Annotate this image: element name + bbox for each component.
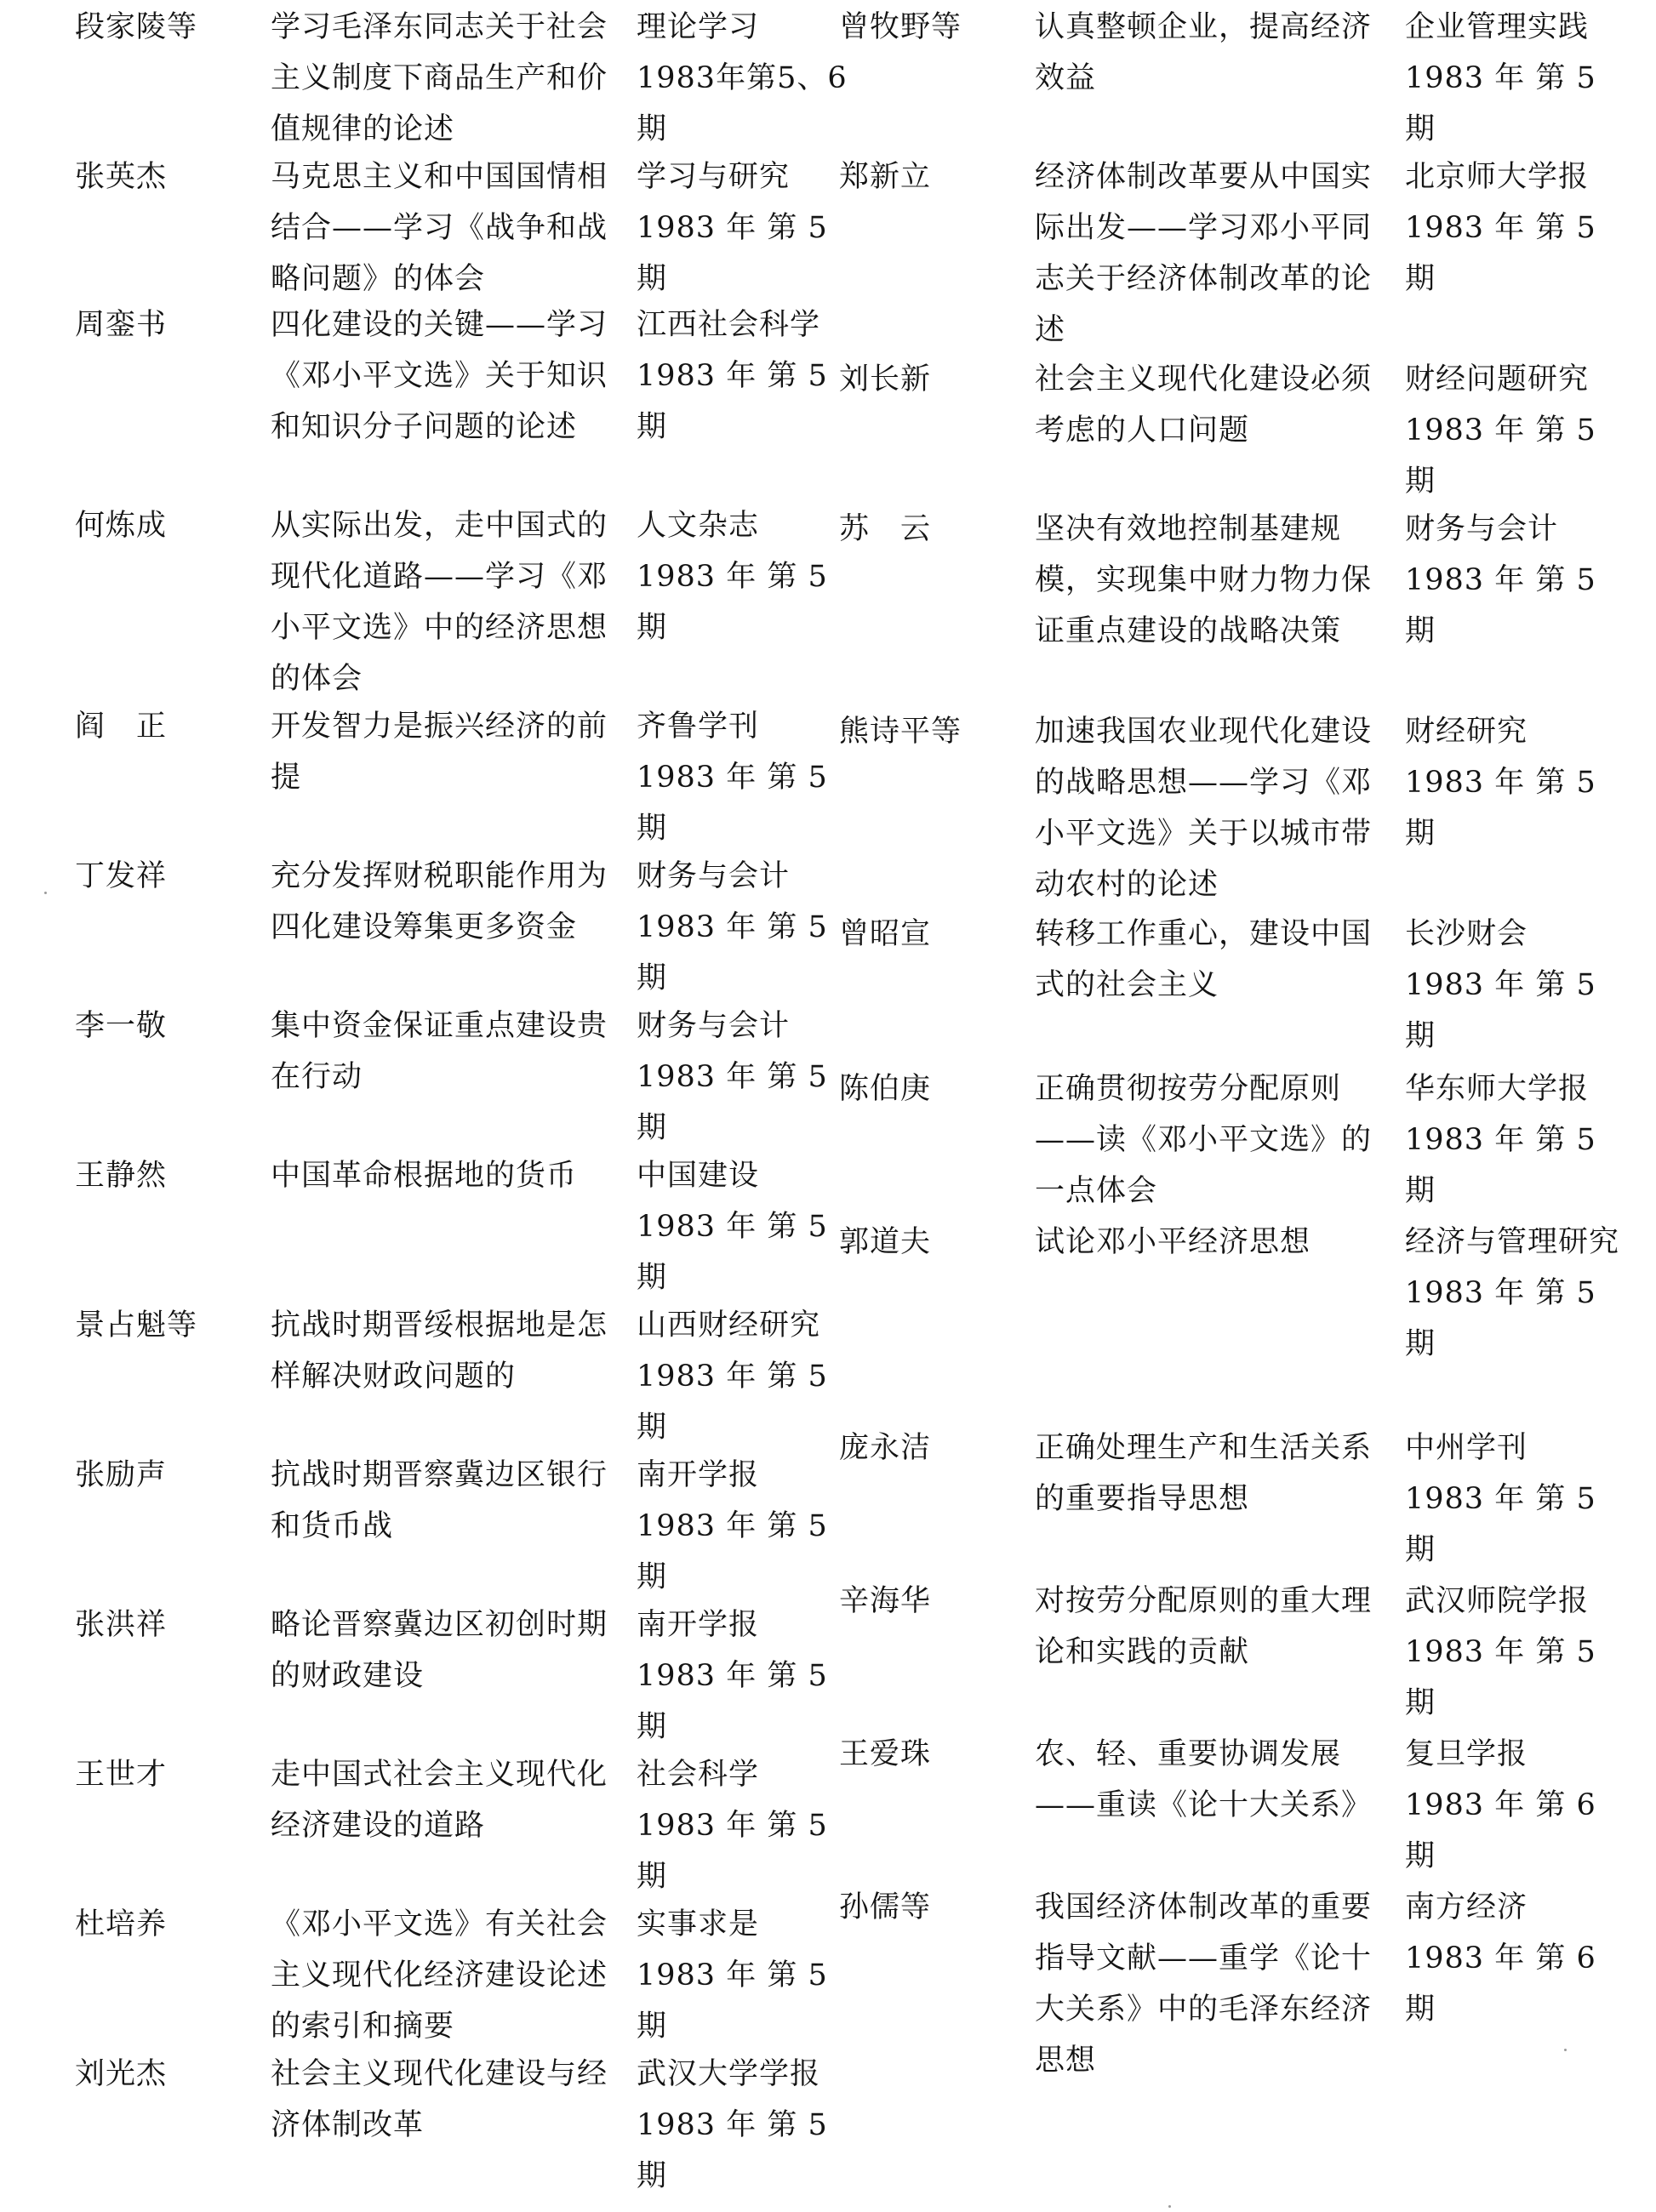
source-name: 财务与会计 xyxy=(637,1009,791,1043)
entry-author: 孙儒等 xyxy=(839,1890,932,1924)
source-issue: 1983 年 第 5 期 xyxy=(1405,766,1596,851)
entry-title: 四化建设的关键——学习《邓小平文选》关于知识和知识分子问题的论述 xyxy=(271,308,608,444)
entry-source xyxy=(637,1300,849,1453)
entry-author: 王世才 xyxy=(75,1758,168,1792)
source-issue: 1983 年 第 5 期 xyxy=(1405,968,1596,1053)
scan-speck xyxy=(44,892,47,894)
source-name: 武汉师院学报 xyxy=(1405,1584,1590,1618)
source-name: 实事求是 xyxy=(637,1907,760,1941)
entry-source xyxy=(1405,504,1630,657)
entry-source xyxy=(637,1450,849,1603)
entry-title: 开发智力是振兴经济的前提 xyxy=(271,710,608,795)
entry-author: 庞永洁 xyxy=(839,1431,932,1465)
entry-source xyxy=(637,151,849,305)
entry-source xyxy=(1405,1422,1630,1576)
source-issue: 1983 年 第 5 期 xyxy=(637,1809,828,1894)
entry-source xyxy=(1405,1729,1630,1882)
source-issue: 1983 年 第 6 期 xyxy=(1405,1788,1596,1873)
entry-author: 张励声 xyxy=(75,1458,168,1492)
source-issue: 1983 年 第 5 期 xyxy=(1405,413,1596,499)
entry-title: 中国革命根据地的货币 xyxy=(271,1159,578,1193)
entry-author: 刘长新 xyxy=(839,362,932,396)
source-issue: 1983 年 第 5 期 xyxy=(637,1210,828,1295)
entry-author: 曾牧野等 xyxy=(839,10,962,44)
entry-author: 景占魁等 xyxy=(75,1308,198,1343)
source-issue: 1983 年 第 5 期 xyxy=(637,1659,828,1744)
source-name: 学习与研究 xyxy=(637,160,791,194)
source-issue: 1983 年 第 5 期 xyxy=(1405,1635,1596,1720)
entry-source xyxy=(637,2049,849,2202)
entry-title: 经济体制改革要从中国实际出发——学习邓小平同志关于经济体制改革的论述 xyxy=(1035,160,1373,347)
entry-source xyxy=(637,299,849,453)
entry-source xyxy=(637,1899,849,2052)
entry-title: 抗战时期晋察冀边区银行和货币战 xyxy=(271,1458,608,1543)
entry-source xyxy=(1405,354,1630,507)
source-issue: 1983年第5、6期 xyxy=(637,61,848,146)
entry-title: 坚决有效地控制基建规模，实现集中财力物力保证重点建设的战略决策 xyxy=(1035,512,1373,648)
entry-title: 《邓小平文选》有关社会主义现代化经济建设论述的索引和摘要 xyxy=(271,1907,608,2044)
entry-author: 丁发祥 xyxy=(75,859,168,893)
entry-title: 社会主义现代化建设必须考虑的人口问题 xyxy=(1035,362,1373,448)
entry-source xyxy=(637,1749,849,1902)
entry-title: 抗战时期晋绥根据地是怎样解决财政问题的 xyxy=(271,1308,608,1394)
source-issue: 1983 年 第 5 期 xyxy=(1405,563,1596,648)
source-issue: 1983 年 第 5 期 xyxy=(637,910,828,995)
source-name: 经济与管理研究 xyxy=(1405,1225,1620,1259)
entry-author: 郑新立 xyxy=(839,160,932,194)
entry-author: 李一敬 xyxy=(75,1009,168,1043)
source-name: 江西社会科学 xyxy=(637,308,821,342)
source-name: 人文杂志 xyxy=(637,509,760,543)
entry-title: 学习毛泽东同志关于社会主义制度下商品生产和价值规律的论述 xyxy=(271,10,608,146)
entry-source xyxy=(1405,151,1630,305)
source-issue: 1983 年 第 5 期 xyxy=(1405,1123,1596,1208)
entry-title: 社会主义现代化建设与经济体制改革 xyxy=(271,2057,608,2142)
entry-source xyxy=(637,1599,849,1753)
entry-title: 转移工作重心，建设中国式的社会主义 xyxy=(1035,917,1373,1002)
source-issue: 1983 年 第 5 期 xyxy=(1405,61,1596,146)
scan-speck xyxy=(1564,2049,1567,2051)
entry-title: 我国经济体制改革的重要指导文献——重学《论十大关系》中的毛泽东经济思想 xyxy=(1035,1890,1373,2078)
source-name: 南开学报 xyxy=(637,1458,760,1492)
entry-title: 正确贯彻按劳分配原则——读《邓小平文选》的一点体会 xyxy=(1035,1072,1373,1208)
entry-source xyxy=(1405,1576,1630,1729)
source-issue: 1983 年 第 5 期 xyxy=(637,211,828,296)
entry-source xyxy=(1405,706,1630,859)
entry-author: 杜培养 xyxy=(75,1907,168,1941)
entry-title: 略论晋察冀边区初创时期的财政建设 xyxy=(271,1608,608,1693)
source-issue: 1983 年 第 5 期 xyxy=(1405,211,1596,296)
source-issue: 1983 年 第 5 期 xyxy=(637,1509,828,1594)
entry-author: 熊诗平等 xyxy=(839,715,962,749)
entry-title: 集中资金保证重点建设贵在行动 xyxy=(271,1009,608,1094)
entry-source xyxy=(637,2,849,155)
source-issue: 1983 年 第 6 期 xyxy=(1405,1941,1596,2027)
source-name: 财务与会计 xyxy=(1405,512,1559,546)
entry-author: 刘光杰 xyxy=(75,2057,168,2091)
entry-author: 王爱珠 xyxy=(839,1737,932,1771)
left-column xyxy=(75,0,848,2212)
entry-source xyxy=(1405,1217,1630,1370)
source-name: 齐鲁学刊 xyxy=(637,710,760,744)
source-name: 中国建设 xyxy=(637,1159,760,1193)
entry-author: 段家陵等 xyxy=(75,10,198,44)
source-name: 财务与会计 xyxy=(637,859,791,893)
entry-source xyxy=(1405,1882,1630,2035)
entry-author: 张英杰 xyxy=(75,160,168,194)
source-name: 南开学报 xyxy=(637,1608,760,1642)
entry-author: 何炼成 xyxy=(75,509,168,543)
entry-source xyxy=(1405,2,1630,155)
source-issue: 1983 年 第 5 期 xyxy=(637,359,828,444)
source-name: 山西财经研究 xyxy=(637,1308,821,1343)
source-name: 财经研究 xyxy=(1405,715,1528,749)
entry-title: 对按劳分配原则的重大理论和实践的贡献 xyxy=(1035,1584,1373,1669)
entry-source xyxy=(637,1001,849,1154)
entry-author: 陈伯庚 xyxy=(839,1072,932,1106)
scan-speck xyxy=(1168,2205,1171,2208)
source-name: 中州学刊 xyxy=(1405,1431,1528,1465)
source-name: 企业管理实践 xyxy=(1405,10,1590,44)
entry-source xyxy=(1405,909,1630,1062)
source-issue: 1983 年 第 5 期 xyxy=(1405,1276,1596,1361)
entry-title: 认真整顿企业，提高经济效益 xyxy=(1035,10,1373,95)
entry-author: 辛海华 xyxy=(839,1584,932,1618)
entry-title: 走中国式社会主义现代化经济建设的道路 xyxy=(271,1758,608,1843)
source-issue: 1983 年 第 5 期 xyxy=(637,2108,828,2193)
source-name: 华东师大学报 xyxy=(1405,1072,1590,1106)
source-name: 南方经济 xyxy=(1405,1890,1528,1924)
entry-title: 加速我国农业现代化建设的战略思想——学习《邓小平文选》关于以城市带动农村的论述 xyxy=(1035,715,1373,902)
source-name: 理论学习 xyxy=(637,10,760,44)
entry-source xyxy=(637,500,849,653)
source-issue: 1983 年 第 5 期 xyxy=(637,560,828,645)
entry-title: 正确处理生产和生活关系的重要指导思想 xyxy=(1035,1431,1373,1516)
source-name: 武汉大学学报 xyxy=(637,2057,821,2091)
source-name: 复旦学报 xyxy=(1405,1737,1528,1771)
entry-title: 农、轻、重要协调发展——重读《论十大关系》 xyxy=(1035,1737,1373,1822)
entry-source xyxy=(637,701,849,854)
entry-author: 周銮书 xyxy=(75,308,168,342)
source-issue: 1983 年 第 5 期 xyxy=(1405,1482,1596,1567)
right-column xyxy=(839,0,1630,2212)
entry-author: 苏 云 xyxy=(839,512,932,546)
source-issue: 1983 年 第 5 期 xyxy=(637,1958,828,2044)
entry-title: 试论邓小平经济思想 xyxy=(1035,1225,1311,1259)
source-name: 社会科学 xyxy=(637,1758,760,1792)
source-issue: 1983 年 第 5 期 xyxy=(637,761,828,846)
entry-author: 郭道夫 xyxy=(839,1225,932,1259)
source-name: 北京师大学报 xyxy=(1405,160,1590,194)
entry-author: 阎 正 xyxy=(75,710,168,744)
entry-author: 王静然 xyxy=(75,1159,168,1193)
source-name: 长沙财会 xyxy=(1405,917,1528,951)
entry-author: 曾昭宣 xyxy=(839,917,932,951)
entry-source xyxy=(1405,1063,1630,1217)
entry-title: 从实际出发，走中国式的现代化道路——学习《邓小平文选》中的经济思想的体会 xyxy=(271,509,608,696)
source-issue: 1983 年 第 5 期 xyxy=(637,1060,828,1145)
source-name: 财经问题研究 xyxy=(1405,362,1590,396)
entry-source xyxy=(637,851,849,1004)
source-issue: 1983 年 第 5 期 xyxy=(637,1360,828,1445)
entry-title: 充分发挥财税职能作用为四化建设筹集更多资金 xyxy=(271,859,608,944)
entry-source xyxy=(637,1150,849,1303)
entry-title: 马克思主义和中国国情相结合——学习《战争和战略问题》的体会 xyxy=(271,160,608,296)
entry-author: 张洪祥 xyxy=(75,1608,168,1642)
